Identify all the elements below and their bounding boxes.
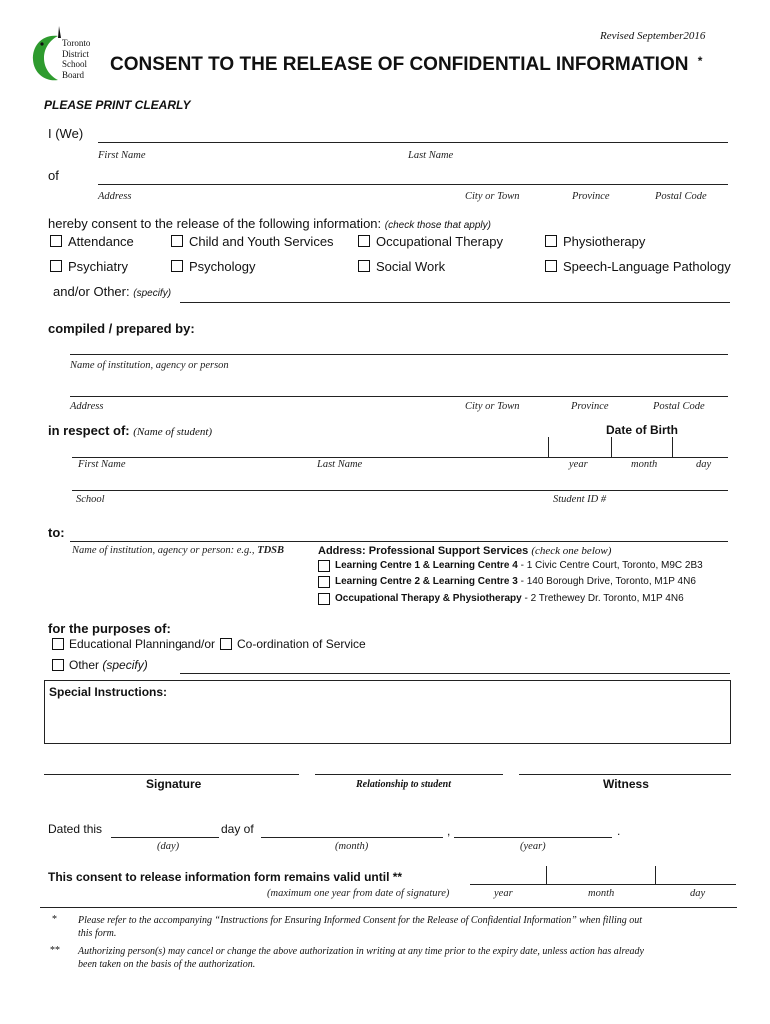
validity-divider: [546, 866, 547, 884]
footnote-mark: *: [52, 914, 57, 925]
student-name-line[interactable]: [72, 457, 728, 458]
dob-year-label: year: [569, 459, 588, 470]
to-label: to:: [48, 525, 65, 540]
centre-address: - 140 Borough Drive, Toronto, M1P 4N6: [517, 576, 696, 587]
option-label: Psychiatry: [68, 259, 128, 274]
validity-year-label: year: [494, 888, 513, 899]
iwe-label: I (We): [48, 126, 84, 141]
relationship-label: Relationship to student: [356, 779, 452, 790]
checkbox-icon[interactable]: [358, 260, 370, 272]
centre-name: Occupational Therapy & Physiotherapy: [335, 593, 522, 604]
last-name-label: Last Name: [408, 150, 454, 161]
relationship-line[interactable]: [315, 774, 503, 775]
option-label: Physiotherapy: [563, 234, 646, 249]
logo-line: School: [62, 59, 88, 69]
footnote-mark: **: [50, 945, 60, 956]
address-pss-label: [318, 545, 611, 557]
checkbox-icon[interactable]: [171, 235, 183, 247]
option-label: Speech-Language Pathology: [563, 259, 731, 274]
checkbox-icon[interactable]: [358, 235, 370, 247]
checkbox-icon[interactable]: [545, 260, 557, 272]
footnote-divider: [40, 907, 737, 908]
day-of-label: day of: [221, 822, 254, 836]
checkbox-icon[interactable]: [545, 235, 557, 247]
first-name-label: First Name: [98, 150, 146, 161]
purpose-other-label: [69, 658, 148, 672]
city-label: City or Town: [465, 191, 520, 202]
other-label-note: (specify): [133, 288, 172, 299]
checkbox-icon[interactable]: [318, 576, 330, 588]
title-footnote-mark: *: [697, 54, 703, 68]
footnote-line: this form.: [78, 928, 117, 939]
purpose-other-line[interactable]: [180, 673, 730, 674]
checkbox-icon[interactable]: [171, 260, 183, 272]
student-first-name-label: First Name: [78, 459, 126, 470]
student-last-name-label: Last Name: [317, 459, 363, 470]
footnote-text: [78, 914, 642, 940]
validity-divider: [655, 866, 656, 884]
tdsb-logo: [28, 22, 100, 86]
checkbox-icon[interactable]: [318, 593, 330, 605]
purpose-other-note: (specify): [102, 658, 148, 672]
validity-day-label: day: [690, 888, 706, 899]
special-instructions-label: Special Instructions:: [49, 685, 168, 699]
school-line[interactable]: [72, 490, 728, 491]
validity-month-label: month: [588, 888, 615, 899]
footnote-text: [78, 945, 644, 971]
footnote-line: Please refer to the accompanying “Instructions for Ensuring Informed Consent for the Release of Confidential Information” when filling out: [78, 915, 643, 926]
centre-option: [335, 576, 696, 587]
form-title: [110, 54, 702, 76]
checkbox-icon[interactable]: [50, 260, 62, 272]
logo-line: District: [62, 48, 89, 59]
name-input-line[interactable]: [98, 142, 728, 143]
address-label: Address: [98, 191, 132, 202]
centre-option: [335, 560, 703, 571]
city-label: City or Town: [465, 401, 520, 412]
checkbox-icon[interactable]: [52, 659, 64, 671]
respect-label-text: in respect of:: [48, 423, 130, 438]
to-institution-label: [72, 545, 284, 556]
andor-label: and/or: [181, 637, 216, 651]
dated-this-label: Dated this: [48, 822, 103, 836]
address-input-line[interactable]: [98, 184, 728, 185]
other-label: [53, 284, 171, 299]
other-label-text: and/or Other:: [53, 284, 130, 299]
option-label: Social Work: [376, 259, 446, 274]
option-label: Occupational Therapy: [376, 234, 503, 249]
centre-name: Learning Centre 2 & Learning Centre 3: [335, 576, 518, 587]
logo-line: Board: [62, 69, 84, 80]
form-title-text: CONSENT TO THE RELEASE OF CONFIDENTIAL INFORMATION: [110, 54, 689, 75]
other-specify-line[interactable]: [180, 302, 730, 303]
address-pss-note: (check one below): [531, 545, 612, 557]
validity-date-line[interactable]: [470, 884, 736, 885]
centre-address: - 2 Trethewey Dr. Toronto, M1P 4N6: [521, 593, 684, 604]
of-label: of: [48, 168, 59, 183]
dated-day-label: (day): [157, 841, 180, 852]
signature-label: Signature: [146, 777, 202, 791]
to-institution-line[interactable]: [70, 541, 728, 542]
dated-month-label: (month): [335, 841, 369, 852]
province-label: Province: [571, 401, 609, 412]
option-label: Psychology: [189, 259, 256, 274]
dated-month-line[interactable]: [261, 837, 443, 838]
institution-label: Name of institution, agency or person: [70, 360, 229, 371]
footnote-line: Authorizing person(s) may cancel or change the above authorization in writing at any time prior to the expiry date, unless action has already: [78, 946, 644, 957]
dated-comma: ,: [447, 824, 451, 838]
dated-year-label: (year): [520, 841, 546, 852]
validity-heading: This consent to release information form remains valid until **: [48, 870, 403, 884]
logo-text: [62, 38, 90, 80]
compiled-heading: compiled / prepared by:: [48, 321, 195, 336]
address-label: Address: [70, 401, 104, 412]
compiled-name-line[interactable]: [70, 354, 728, 355]
dated-period: .: [617, 824, 621, 838]
student-id-label: Student ID #: [553, 494, 607, 505]
dob-day-label: day: [696, 459, 712, 470]
to-institution-label-text: Name of institution, agency or person: e.g.,: [72, 545, 255, 556]
dob-divider: [611, 437, 612, 457]
checkbox-icon[interactable]: [318, 560, 330, 572]
postal-code-label: Postal Code: [653, 401, 705, 412]
address-pss-text: Address: Professional Support Services: [318, 545, 529, 557]
coordination-label: Co-ordination of Service: [237, 637, 366, 651]
apple-logo-icon: [28, 24, 62, 84]
respect-label: [48, 423, 212, 438]
witness-line[interactable]: [519, 774, 731, 775]
educational-planning-label: Educational Planning: [69, 637, 182, 651]
dated-year-line[interactable]: [454, 837, 612, 838]
respect-label-note: (Name of student): [133, 426, 213, 438]
centre-name: Learning Centre 1 & Learning Centre 4: [335, 560, 518, 571]
dob-divider: [548, 437, 549, 457]
compiled-address-line[interactable]: [70, 396, 728, 397]
validity-note: (maximum one year from date of signature): [267, 888, 450, 899]
footnote-line: been taken on the basis of the authorization.: [78, 959, 256, 970]
checkbox-icon[interactable]: [50, 235, 62, 247]
special-instructions-box[interactable]: [44, 680, 731, 744]
purpose-other-text: Other: [69, 658, 100, 672]
signature-line[interactable]: [44, 774, 299, 775]
postal-code-label: Postal Code: [655, 191, 707, 202]
checkbox-icon[interactable]: [52, 638, 64, 650]
school-label: School: [76, 494, 105, 505]
logo-line: Toronto: [62, 38, 91, 48]
centre-option: [335, 593, 684, 604]
option-label: Child and Youth Services: [189, 234, 334, 249]
dated-day-line[interactable]: [111, 837, 219, 838]
dob-divider: [672, 437, 673, 457]
revised-date: Revised September2016: [600, 30, 706, 42]
centre-address: - 1 Civic Centre Court, Toronto, M9C 2B3: [517, 560, 703, 571]
purposes-heading: for the purposes of:: [48, 621, 171, 636]
consent-heading-note: (check those that apply): [384, 220, 491, 231]
consent-heading-text: hereby consent to the release of the following information:: [48, 216, 382, 231]
tdsb-example: TDSB: [257, 545, 285, 556]
dob-month-label: month: [631, 459, 658, 470]
checkbox-icon[interactable]: [220, 638, 232, 650]
option-label: Attendance: [68, 234, 134, 249]
dob-label: Date of Birth: [606, 423, 678, 437]
province-label: Province: [572, 191, 610, 202]
print-clearly: PLEASE PRINT CLEARLY: [44, 98, 191, 112]
consent-heading: [48, 216, 491, 231]
witness-label: Witness: [603, 777, 649, 791]
